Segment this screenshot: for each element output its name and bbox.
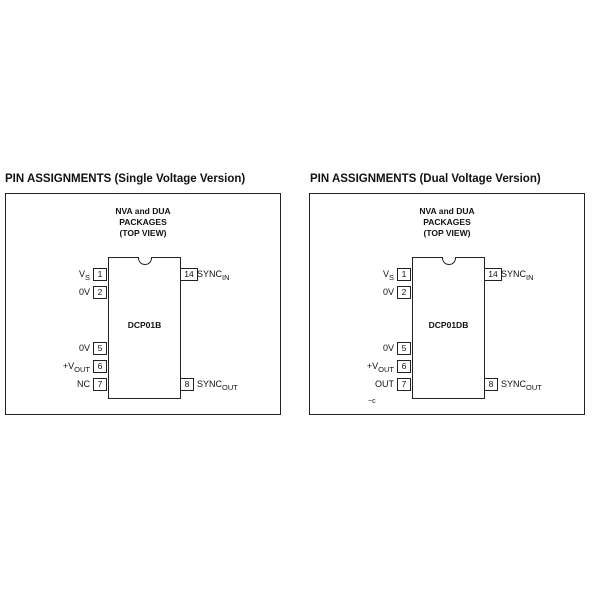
package-line: NVA and DUA [419,206,475,216]
pin-5-label: 0V [382,343,394,353]
pin-5-label: 0V [78,343,90,353]
left-heading: PIN ASSIGNMENTS (Single Voltage Version) [5,173,246,185]
left-chip-name: DCP01B [127,320,162,330]
pin-7: 7 [93,378,107,391]
pin-8-label: $SYNC_{OUT}$ [197,379,238,392]
pin-1: 1 [93,268,107,281]
pin-8-label: $SYNC_{OUT}$ [501,379,542,392]
pin-14-label: $SYNC_{IN}$ [197,269,230,282]
pin-6-label: $+V_{OUT}$ [62,361,90,374]
package-line: NVA and DUA [115,206,171,216]
pin-6-label: $+V_{OUT}$ [366,361,394,374]
pin-14: 14 [484,268,502,281]
pin-8: 8 [484,378,498,391]
pin-14-label: $SYNC_{IN}$ [501,269,534,282]
pin-1-label: $V_S$ [78,269,90,282]
pin-7: 7 [397,378,411,391]
pin-7-label: OUT [375,379,394,389]
right-chip-body [412,257,485,399]
pin-2-label: 0V [78,287,90,297]
right-chip-name: DCP01DB [428,320,469,330]
pin-8: 8 [180,378,194,391]
left-package-label [6,206,280,239]
right-diagram-frame [309,193,585,415]
pin-2: 2 [93,286,107,299]
pin-14: 14 [180,268,198,281]
right-package-label [310,206,584,239]
pin-5: 5 [397,342,411,355]
stray-mark: −c [368,398,376,405]
package-line: (TOP VIEW) [119,228,167,238]
chip-notch [442,257,456,265]
package-line: (TOP VIEW) [423,228,471,238]
pin-2-label: 0V [382,287,394,297]
pin-7-label: NC [77,379,90,389]
right-heading: PIN ASSIGNMENTS (Dual Voltage Version) [310,173,541,185]
package-line: PACKAGES [423,217,471,227]
package-line: PACKAGES [119,217,167,227]
pin-1: 1 [397,268,411,281]
left-chip-body [108,257,181,399]
pin-5: 5 [93,342,107,355]
pin-6: 6 [93,360,107,373]
pin-1-label: $V_S$ [382,269,394,282]
pin-2: 2 [397,286,411,299]
chip-notch [138,257,152,265]
pin-6: 6 [397,360,411,373]
left-diagram-frame [5,193,281,415]
